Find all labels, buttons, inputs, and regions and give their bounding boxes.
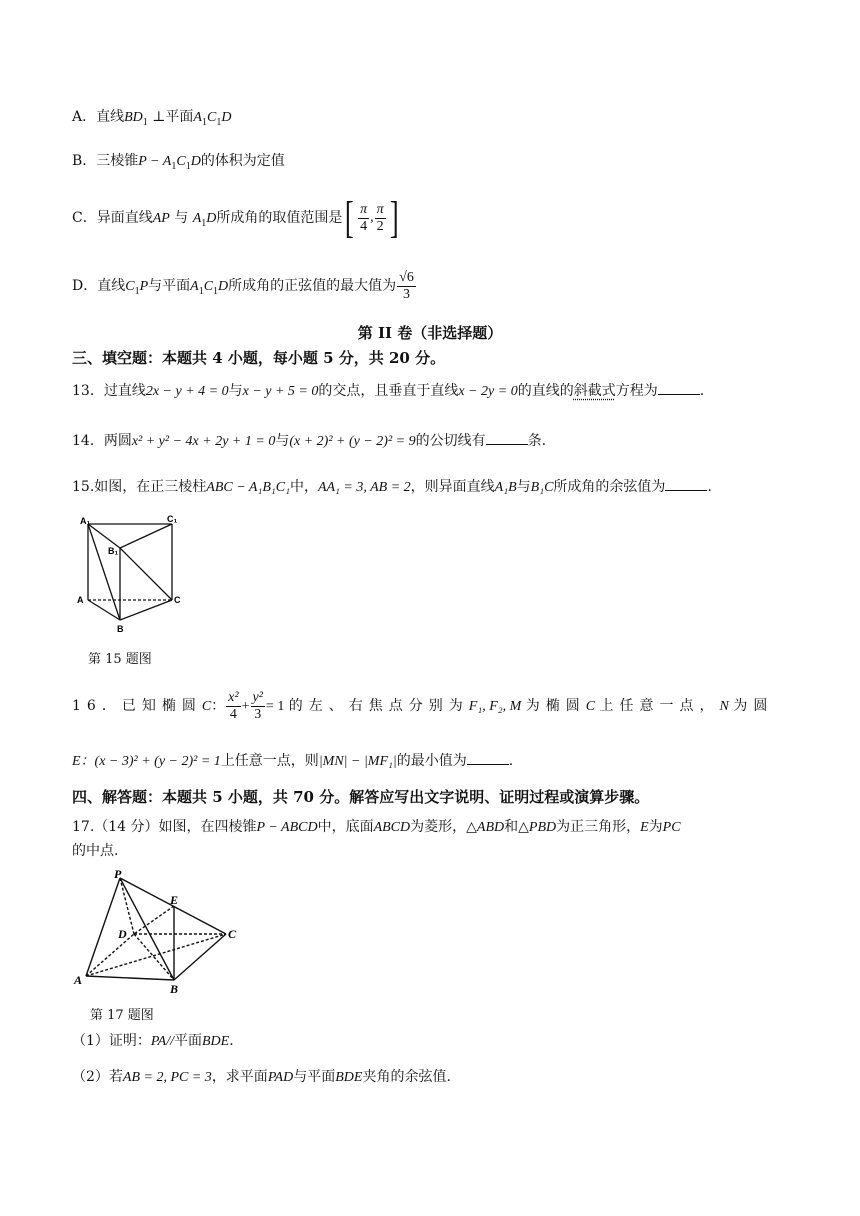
question-17-part-2: （2）若AB = 2, PC = 3，求平面PAD与平面BDE夹角的余弦值.: [72, 1069, 451, 1085]
question-14: 14．两圆x² + y² − 4x + 2y + 1 = 0与(x + 2)² + (y − 2)² = 9的公切线有 条.: [72, 430, 796, 453]
section-2-title: 第 II 卷（非选择题）: [357, 324, 503, 342]
label-p: P: [114, 867, 122, 881]
figure-17-caption: 第 17 题图: [90, 1008, 154, 1023]
question-13: 13．过直线2x − y + 4 = 0与x − y + 5 = 0的交点，且垂直于直线x − 2y = 0的直线的斜截式方程为 .: [72, 380, 796, 403]
question-16-line-1: 16．已知椭圆C： $\frac{\text{x²}}{4}$ + $\frac{\text{y²}}{3}$ = 1 的左、右焦点分别为F₁, F₂, M 为椭圆C 上任意一点，N 为圆: [72, 689, 774, 722]
label-a: A: [74, 973, 83, 987]
emphasis-text: 斜截式: [573, 383, 616, 399]
label-b: B: [117, 624, 124, 634]
label-c: C: [174, 595, 181, 605]
option-b: B．三棱锥$P - A_1C_1D$的体积为定值: [72, 153, 285, 172]
answer-blank: [467, 750, 509, 765]
figure-17-pyramid: [70, 866, 250, 996]
label-c: C: [228, 927, 237, 941]
label-a1: A₁: [80, 516, 91, 526]
label-d: D: [118, 927, 127, 941]
section-4-title: 四、解答题：本题共 5 小题，共 70 分。解答应写出文字说明、证明过程或演算步骤。: [72, 788, 650, 806]
label-a: A: [77, 595, 84, 605]
figure-15-caption: 第 15 题图: [88, 652, 152, 667]
answer-blank: [486, 430, 528, 445]
label-b1: B₁: [108, 546, 119, 556]
answer-blank: [665, 476, 707, 491]
figure-15-prism: [74, 512, 186, 640]
label-c1: C₁: [167, 514, 178, 524]
answer-blank: [658, 380, 700, 395]
question-17-part-1: （1）证明：PA//平面BDE.: [72, 1033, 234, 1049]
interval: [ $\frac{\pi}{4}$ , $\frac{\pi}{2}$ ]: [345, 193, 399, 242]
option-c: C．异面直线AP 与 $A_1D$所成角的取值范围是 [ $\frac{\pi}{4}$ , $\frac{\pi}{2}$ ]: [72, 196, 796, 244]
question-16-line-2: E：(x − 3)² + (y − 2)² = 1上任意一点，则|MN| − |MF₁|的最小值为 .: [72, 750, 796, 773]
question-17-line-2: 的中点.: [72, 843, 119, 859]
label-e: E: [170, 893, 179, 907]
question-15: 15.如图，在正三棱柱ABC − A₁B₁C₁中，AA₁ = 3, AB = 2，则异面直线A₁B与B₁C所成角的余弦值为 .: [72, 476, 796, 499]
option-d: D．直线$C_1P$与平面$A_1C_1D$所成角的正弦值的最大值为 $\frac{√6}{3}$: [72, 269, 414, 302]
label-b: B: [170, 982, 179, 996]
option-a: A．直线$BD_1$ ⊥平面$A_1C_1D$: [72, 109, 232, 128]
section-3-title: 三、填空题：本题共 4 小题，每小题 5 分，共 20 分。: [72, 349, 446, 367]
question-17-line-1: 17.（14 分）如图，在四棱锥P − ABCD中，底面ABCD为菱形，△ABD和△PBD为正三角形，E为PC: [72, 819, 681, 835]
